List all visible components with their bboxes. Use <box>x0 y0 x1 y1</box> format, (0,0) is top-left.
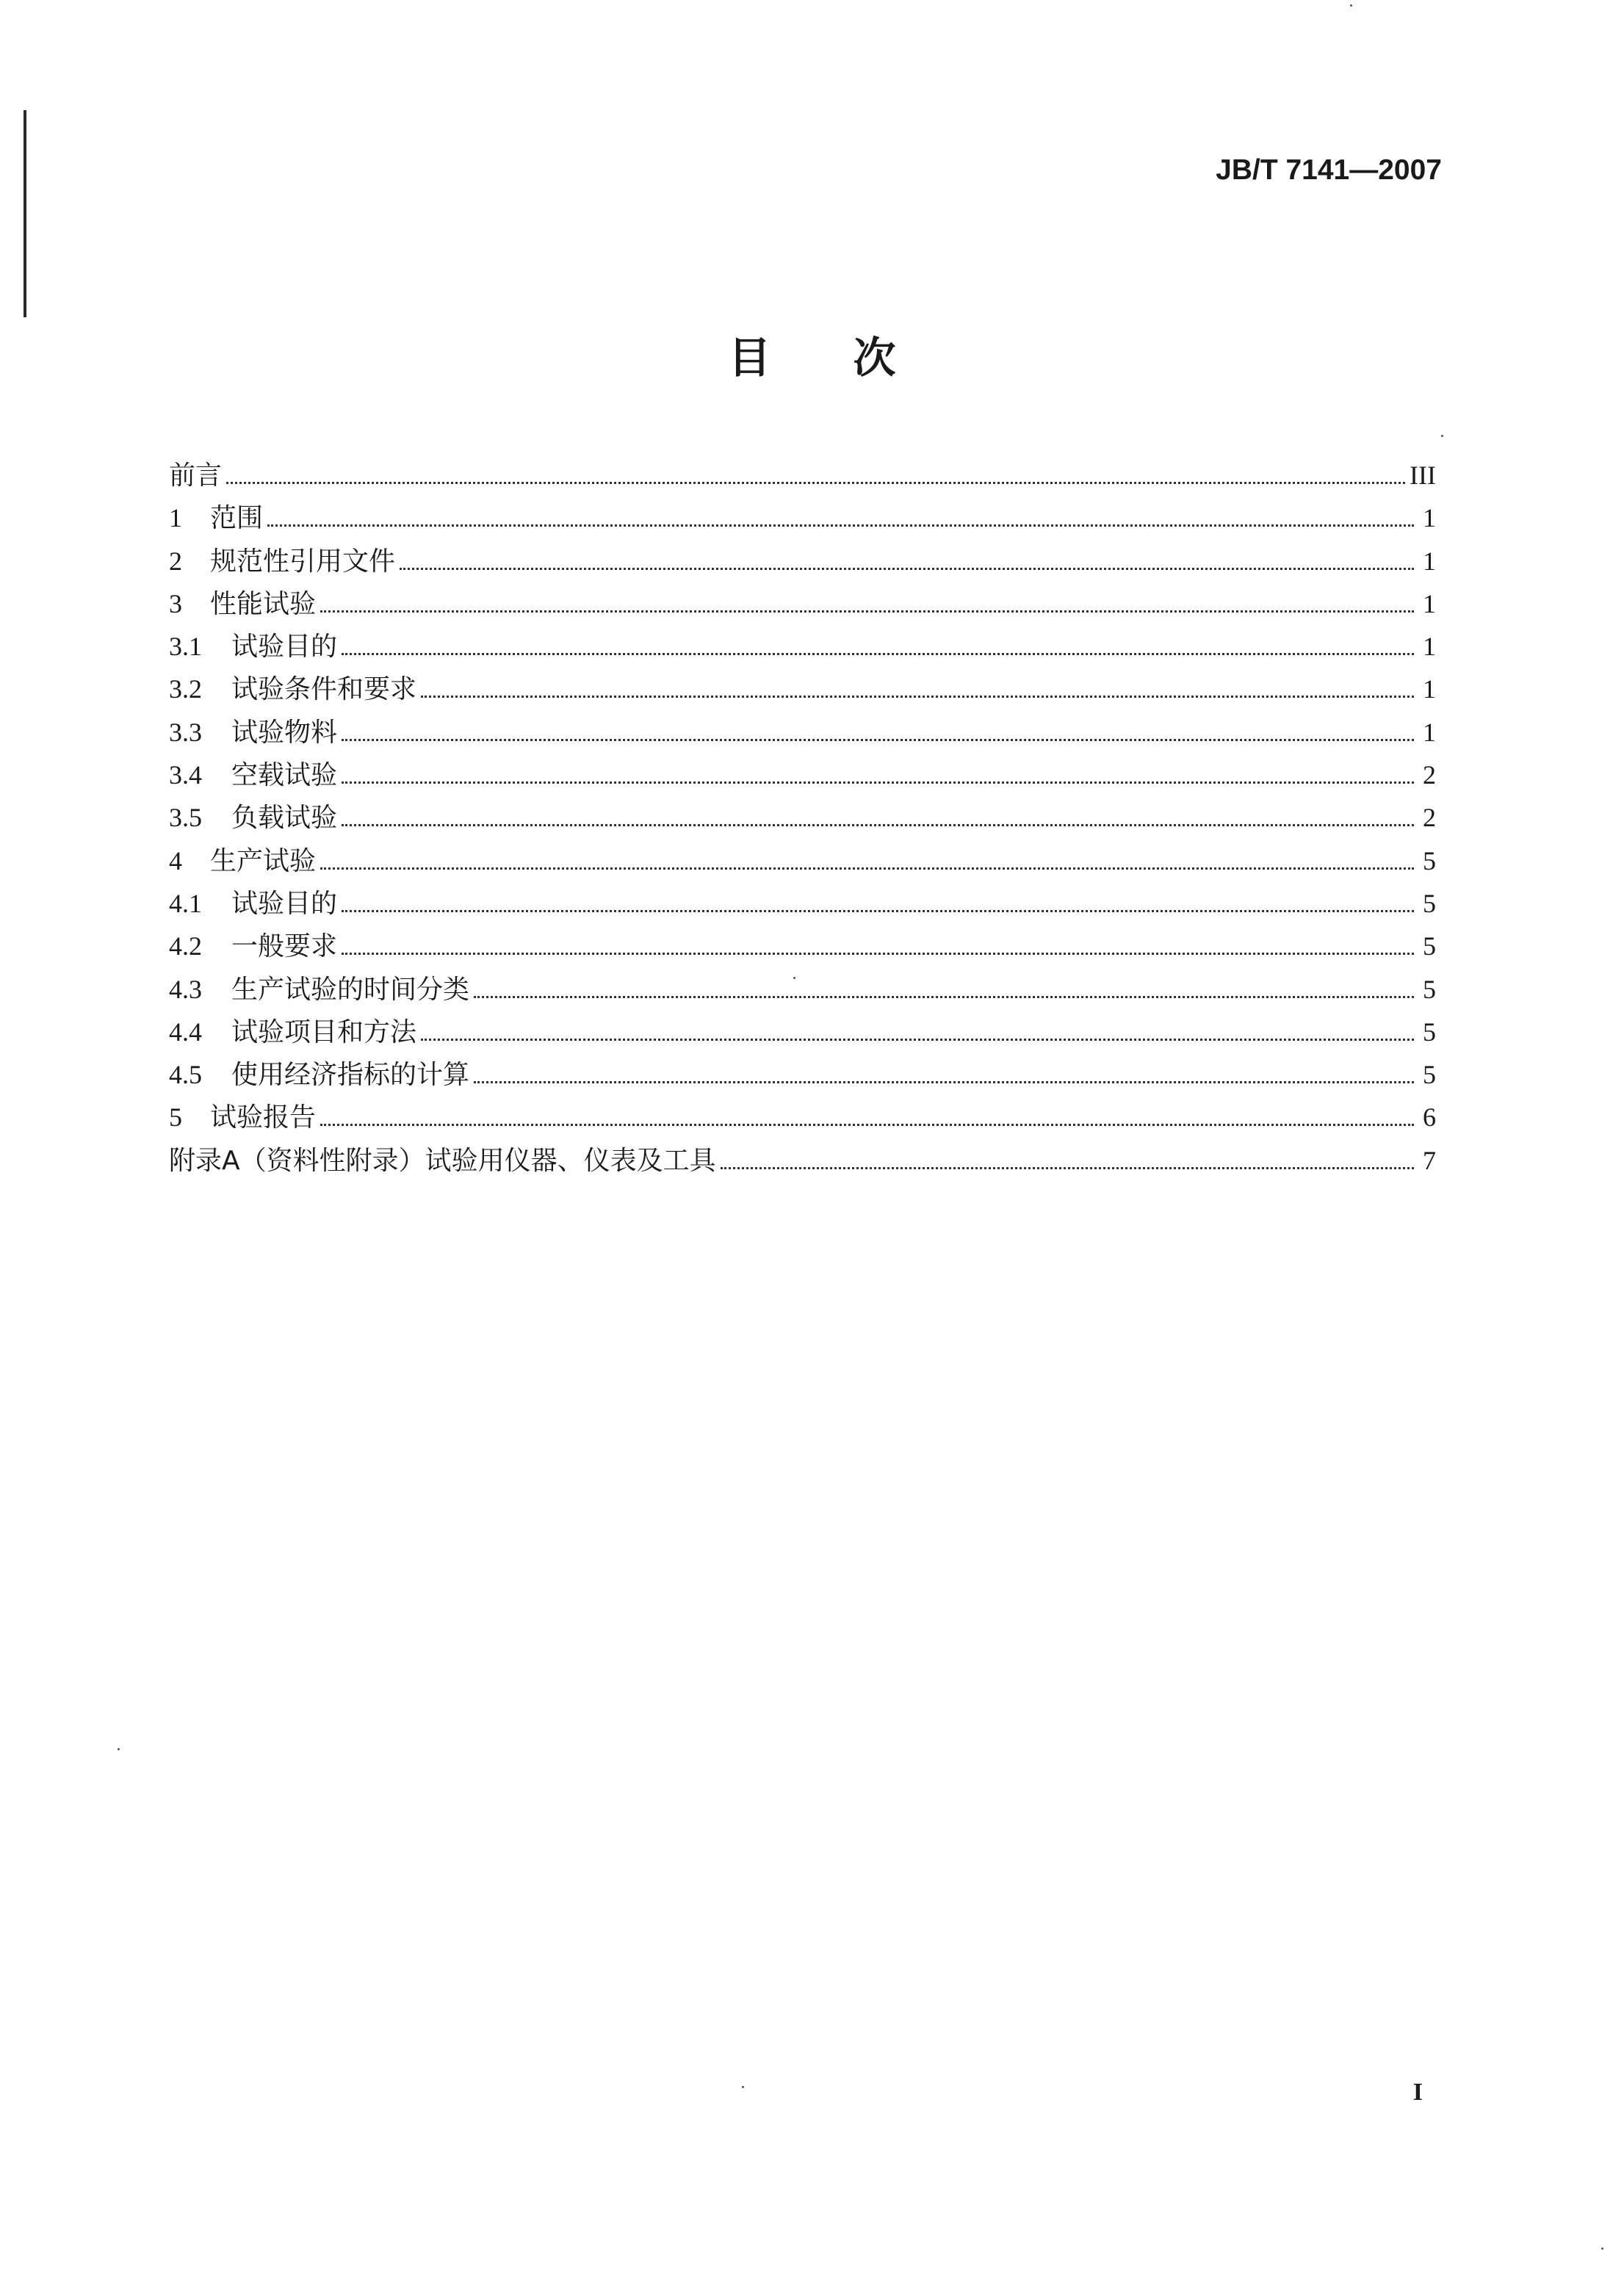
scan-speck <box>1441 435 1443 437</box>
toc-entry-label: 试验目的 <box>231 888 338 919</box>
toc-entry-label: 生产试验的时间分类 <box>231 974 470 1005</box>
toc-entry-number: 4.4 <box>169 1017 202 1047</box>
toc-leader-dots <box>342 823 1414 826</box>
toc-entry[interactable] <box>169 1097 1436 1139</box>
toc-entry-page: 1 <box>1423 717 1436 747</box>
toc-leader-dots <box>226 481 1405 484</box>
toc-entry-label: 性能试验 <box>210 588 317 619</box>
toc-entry-page: 1 <box>1423 588 1436 618</box>
toc-entry[interactable] <box>169 754 1436 797</box>
toc-entry-number: 4.5 <box>169 1060 202 1090</box>
toc-entry[interactable] <box>169 969 1436 1011</box>
toc-entry-label: 规范性引用文件 <box>210 546 396 577</box>
toc-entry-label: 试验报告 <box>210 1102 317 1133</box>
table-of-contents <box>169 455 1436 1183</box>
toc-leader-dots <box>721 1166 1414 1169</box>
toc-entry-page: 1 <box>1423 632 1436 662</box>
toc-entry-label: 试验条件和要求 <box>231 674 417 705</box>
toc-entry[interactable] <box>169 626 1436 668</box>
toc-entry-page: 2 <box>1423 760 1436 790</box>
toc-entry[interactable] <box>169 541 1436 583</box>
toc-entry[interactable] <box>169 583 1436 626</box>
toc-entry-number: 3.3 <box>169 717 202 747</box>
toc-entry-label: 负载试验 <box>231 803 338 834</box>
toc-entry[interactable] <box>169 840 1436 883</box>
toc-entry[interactable] <box>169 1011 1436 1054</box>
document-code: JB/T 7141—2007 <box>1216 154 1442 186</box>
toc-leader-dots <box>320 610 1414 613</box>
toc-entry-number: 4 <box>169 845 182 875</box>
toc-entry-number: 4.1 <box>169 888 202 918</box>
toc-leader-dots <box>421 695 1414 698</box>
toc-leader-dots <box>474 995 1414 998</box>
toc-entry-number: 4.2 <box>169 931 202 961</box>
toc-entry-page: 7 <box>1423 1145 1436 1175</box>
toc-entry[interactable] <box>169 455 1436 497</box>
toc-leader-dots <box>342 652 1414 655</box>
scan-speck <box>793 977 795 979</box>
toc-entry-page: 6 <box>1423 1102 1436 1133</box>
toc-entry-number: 4.3 <box>169 974 202 1004</box>
toc-leader-dots <box>267 524 1414 527</box>
toc-entry[interactable] <box>169 712 1436 754</box>
toc-entry-page: 5 <box>1423 888 1436 918</box>
toc-leader-dots <box>421 1038 1414 1041</box>
toc-entry-page: III <box>1410 461 1436 490</box>
toc-entry[interactable] <box>169 925 1436 968</box>
toc-entry-number: 3.1 <box>169 632 202 662</box>
toc-entry[interactable] <box>169 497 1436 540</box>
toc-entry-page: 5 <box>1423 974 1436 1004</box>
toc-entry-label: 一般要求 <box>231 931 338 962</box>
toc-leader-dots <box>320 867 1414 870</box>
toc-entry-page: 1 <box>1423 546 1436 576</box>
toc-entry-page: 1 <box>1423 503 1436 533</box>
toc-entry-number: 2 <box>169 546 182 576</box>
toc-entry[interactable] <box>169 668 1436 711</box>
toc-leader-dots <box>320 1123 1414 1126</box>
scan-speck <box>1350 4 1352 7</box>
toc-entry-label: 空载试验 <box>231 760 338 791</box>
scan-speck <box>1601 2247 1603 2250</box>
toc-entry[interactable] <box>169 1054 1436 1097</box>
toc-entry-label: 试验项目和方法 <box>231 1017 417 1047</box>
toc-entry-number: 1 <box>169 503 182 533</box>
toc-entry-label: 试验目的 <box>231 632 338 662</box>
toc-entry[interactable] <box>169 883 1436 925</box>
toc-entry-label: 前言 <box>169 461 223 491</box>
toc-leader-dots <box>342 952 1414 955</box>
toc-entry-label: 生产试验 <box>210 845 317 876</box>
toc-entry-number: 5 <box>169 1102 182 1133</box>
toc-leader-dots <box>342 738 1414 741</box>
page-title: 目次 <box>728 333 978 383</box>
page-number: I <box>1412 2079 1423 2106</box>
toc-entry-number: 3.5 <box>169 803 202 833</box>
toc-entry[interactable] <box>169 1140 1436 1183</box>
toc-entry-label: 使用经济指标的计算 <box>231 1060 470 1091</box>
toc-entry-page: 5 <box>1423 845 1436 875</box>
toc-entry-label: 试验物料 <box>231 717 338 748</box>
toc-entry-number: 3.2 <box>169 674 202 704</box>
toc-leader-dots <box>342 909 1414 912</box>
toc-leader-dots <box>400 567 1414 570</box>
toc-leader-dots <box>342 781 1414 784</box>
toc-entry-page: 2 <box>1423 803 1436 833</box>
scan-speck <box>742 2086 744 2088</box>
toc-entry-label: 范围 <box>210 503 264 534</box>
toc-entry-page: 1 <box>1423 674 1436 704</box>
toc-entry-number: 3.4 <box>169 760 202 790</box>
toc-entry-number: 3 <box>169 588 182 618</box>
toc-entry[interactable] <box>169 797 1436 840</box>
toc-entry-page: 5 <box>1423 1060 1436 1090</box>
scan-speck <box>118 1748 120 1750</box>
toc-entry-page: 5 <box>1423 1017 1436 1047</box>
toc-leader-dots <box>474 1080 1414 1083</box>
scan-edge-mark <box>24 110 26 317</box>
toc-entry-label: 附录A（资料性附录）试验用仪器、仪表及工具 <box>169 1145 716 1176</box>
toc-entry-page: 5 <box>1423 931 1436 961</box>
